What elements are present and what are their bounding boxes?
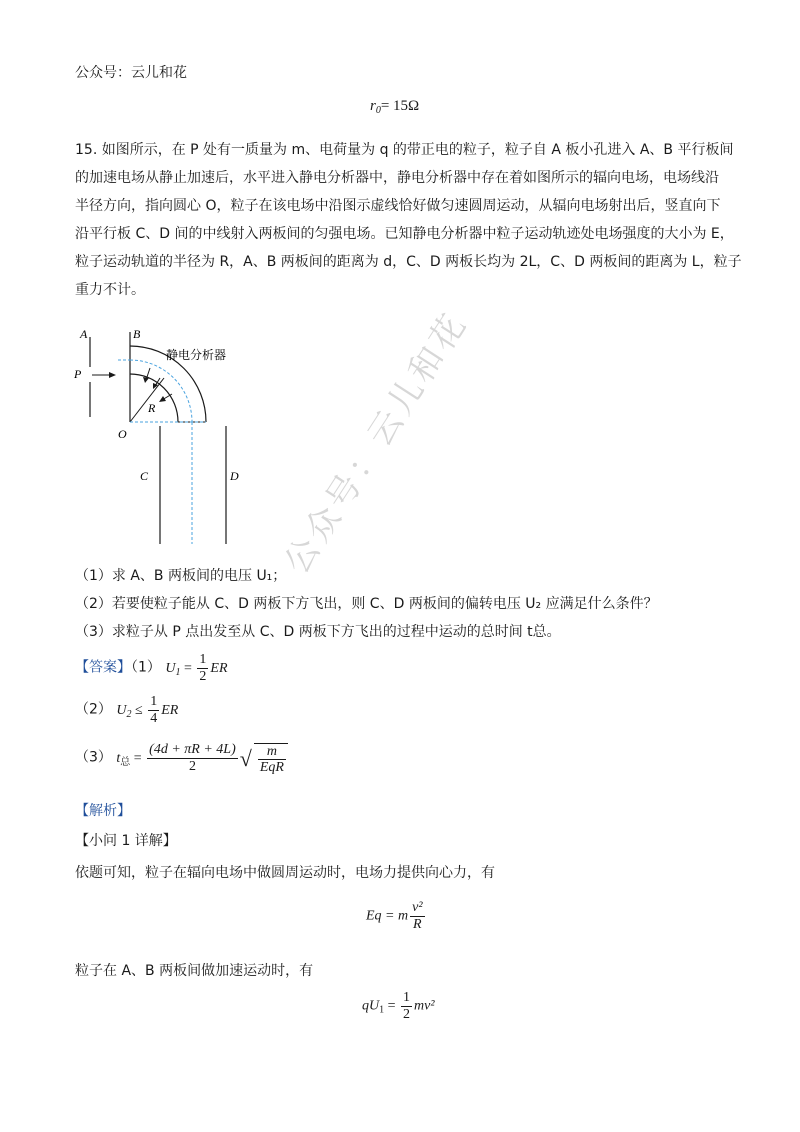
analysis-eq-2: $qU_1$ = $\frac{1}{2}$ mv²: [362, 990, 435, 1022]
question-item: （3）求粒子从 P 点出发至从 C、D 两板下方飞出的过程中运动的总时间 t总。: [75, 624, 561, 640]
top-formula-lhs: r: [370, 98, 376, 114]
radius-line: [130, 378, 164, 422]
analysis-subtag: 【小问 1 详解】: [75, 833, 177, 849]
answer-1-formula: $U_1$ = $\frac{1}{2}$ ER: [165, 652, 228, 684]
answer-3-formula: $t_总$ = $\frac{(4d + \pi R + 4L)}{2}$ √ $\frac{m}{\text{EqR}}$: [116, 751, 288, 766]
answer-2-prefix: （2）: [75, 701, 112, 718]
answer-tag: 【答案】: [75, 659, 131, 676]
answer-2: [75, 694, 178, 727]
answer-1-prefix: （1）: [131, 659, 161, 676]
analysis-line-1: 依题可知，粒子在辐向电场中做圆周运动时，电场力提供向心力，有: [75, 865, 495, 881]
field-arrow-head: [159, 396, 166, 402]
answer-2-formula: $U_2$ ≤ $\frac{1}{4}$ ER: [116, 694, 179, 726]
answer-3: [75, 742, 288, 775]
label-a: A: [80, 327, 88, 341]
answer-1: [75, 652, 228, 685]
top-formula-rhs: = 15Ω: [380, 98, 420, 114]
question-item: （2）若要使粒子能从 C、D 两板下方飞出，则 C、D 两板间的偏转电压 U₂ 应满足什么条件？: [75, 596, 658, 612]
answer-3-prefix: （3）: [75, 749, 112, 766]
label-d: D: [230, 469, 239, 483]
trajectory-arc: [130, 360, 192, 422]
label-b: B: [133, 327, 141, 341]
label-p: P: [74, 367, 82, 381]
account-label: 公众号：云儿和花: [75, 65, 187, 81]
top-formula: [370, 98, 419, 116]
label-c: C: [140, 469, 149, 483]
question-item: （1）求 A、B 两板间的电压 U₁；: [75, 568, 287, 584]
problem-line: 粒子运动轨道的半径为 R，A、B 两板间的距离为 d，C、D 两板长均为 2L，C、D 两板间的距离为 L，粒子: [75, 254, 742, 270]
questions: [75, 562, 658, 646]
problem-line: 半径方向，指向圆心 O，粒子在该电场中沿图示虚线恰好做匀速圆周运动，从辐向电场射出后，竖直向下: [75, 198, 721, 214]
analysis-eq-1: Eq = m $\frac{\text{v²}}{R}$: [366, 900, 423, 932]
label-r: R: [148, 401, 156, 415]
label-analyzer: 静电分析器: [166, 348, 227, 362]
field-arrow-head: [143, 377, 149, 383]
problem-line: 的加速电场从静止加速后，水平进入静电分析器中，静电分析器中存在着如图所示的辐向电场，电场线沿: [75, 170, 719, 186]
analysis-tag: 【解析】: [75, 803, 131, 819]
label-o: O: [118, 427, 127, 441]
problem-text: [75, 136, 742, 304]
problem-line: 重力不计。: [75, 282, 145, 298]
p-arrow-head: [109, 372, 116, 378]
analysis-line-2: 粒子在 A、B 两板间做加速运动时，有: [75, 963, 314, 979]
problem-line: 沿平行板 C、D 间的中线射入两板间的匀强电场。已知静电分析器中粒子运动轨迹处电场强度的大小为 E，: [75, 226, 734, 242]
watermark: 公众号：云儿和花: [276, 304, 476, 582]
problem-line: 15. 如图所示，在 P 处有一质量为 m、电荷量为 q 的带正电的粒子，粒子自 A 板小孔进入 A、B 平行板间: [75, 142, 734, 158]
top-formula-sub: 0: [375, 105, 381, 116]
physics-diagram: [60, 322, 260, 552]
